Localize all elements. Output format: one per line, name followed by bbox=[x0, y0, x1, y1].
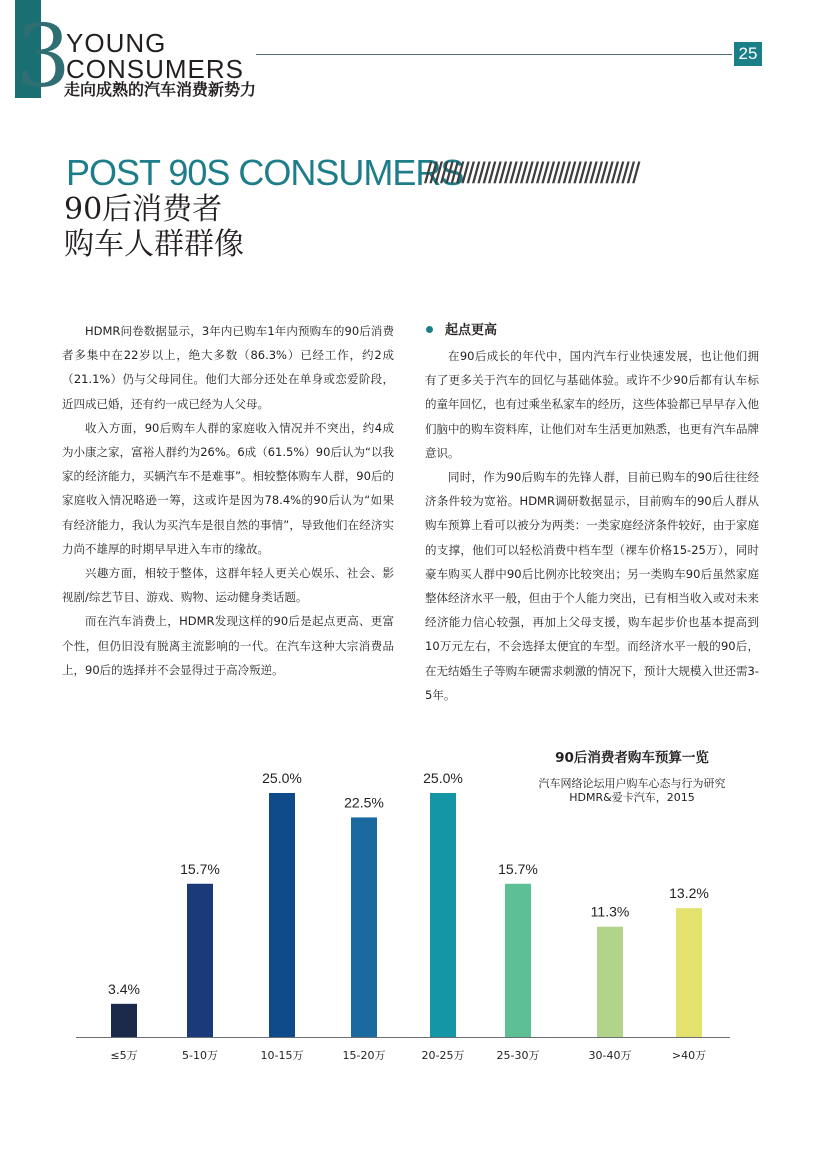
x-tick-label: >40万 bbox=[671, 1049, 707, 1062]
chinese-title-line1: 90后消费者 bbox=[64, 192, 223, 227]
series-title-line1: YOUNG bbox=[66, 28, 167, 58]
x-tick-label: 10-15万 bbox=[260, 1049, 304, 1062]
bar-value-label: 13.2% bbox=[669, 885, 709, 902]
right-paragraph: 在90后成长的年代中，国内汽车行业快速发展，也让他们拥有了更多关于汽车的回忆与基础体验。或许不少90后都有认车标的童年回忆，也有过乘坐私家车的经历，这些体验都已早早存入他们脑中的购车资料库，让他们对车生活更加熟悉，也更有汽车品牌意识。 bbox=[425, 349, 759, 460]
x-tick-label: 25-30万 bbox=[496, 1049, 540, 1062]
section-heading-text: 起点更高 bbox=[445, 323, 498, 338]
bar-value-label: 25.0% bbox=[262, 770, 302, 786]
chart-bar bbox=[430, 793, 456, 1037]
bar-value-label: 11.3% bbox=[590, 903, 630, 920]
x-tick-label: 15-20万 bbox=[342, 1049, 386, 1062]
left-paragraph: HDMR问卷数据显示，3年内已购车1年内预购车的90后消费者多集中在22岁以上，绝大多数（86.3%）已经工作，约2成（21.1%）仍与父母同住。他们大部分还处在单身或恋爱阶段，近四成已婚，还有约一成已经为人父母。 bbox=[62, 324, 394, 411]
bar-value-label: 22.5% bbox=[344, 794, 384, 811]
chart-bar bbox=[505, 884, 531, 1037]
chinese-title-line2: 购车人群群像 bbox=[64, 227, 244, 262]
bar-value-label: 25.0% bbox=[423, 770, 463, 786]
bar-value-label: 15.7% bbox=[180, 860, 220, 877]
left-paragraph: 兴趣方面，相较于整体，这群年轻人更关心娱乐、社会、影视剧/综艺节目、游戏、购物、运动健身类话题。 bbox=[62, 566, 394, 605]
chart-source-line1: 汽车网络论坛用户购车心态与行为研究 bbox=[538, 777, 726, 790]
x-tick-label: 20-25万 bbox=[421, 1049, 465, 1062]
series-subtitle: 走向成熟的汽车消费新势力 bbox=[64, 80, 257, 99]
chart-bar bbox=[111, 1004, 137, 1037]
chart-bar bbox=[187, 884, 213, 1037]
chart-bar bbox=[351, 817, 377, 1037]
title-slash-decoration: //////////////////////////////////////// bbox=[424, 157, 638, 190]
x-tick-label: ≤5万 bbox=[110, 1049, 138, 1062]
series-title-line2: CONSUMERS bbox=[66, 54, 245, 84]
chart-bar bbox=[269, 793, 295, 1037]
right-paragraph: 同时，作为90后购车的先锋人群，目前已购车的90后往往经济条件较为宽裕。HDMR调研数据显示，目前购车的90后人群从购车预算上看可以被分为两类：一类家庭经济条件较好，由于家庭的支撑，他们可以轻松消费中档车型（裸车价格15-25万），同时豪车购买人群中90后比例亦比较突出；另一类购车90后虽然家庭整体经济水平一般，但由于个人能力突出，已有相当收入或对未来经济能力信心较强，再加上父母支援，购车起步价也基本提高到10万元左右，不会选择太便宜的车型。而经济水平一般的90后，在无结婚生子等购车硬需求刺激的情况下，预计大规模入世还需3-5年。 bbox=[425, 470, 759, 702]
chart-bar bbox=[597, 927, 623, 1037]
left-paragraph: 收入方面，90后购车人群的家庭收入情况并不突出，约4成为小康之家，富裕人群约为26%。6成（61.5%）90后认为“以我家的经济能力，买辆汽车不是难事”。相较整体购车人群，90后的家庭收入情况略逊一筹，这或许是因为78.4%的90后认为“如果有经济能力，我认为买汽车是很自然的事情”，导致他们在经济实力尚不雄厚的时期早早进入车市的缘故。 bbox=[62, 420, 394, 556]
bar-value-label: 15.7% bbox=[498, 860, 538, 877]
bar-value-label: 3.4% bbox=[108, 980, 140, 997]
chart-title: 90后消费者购车预算一览 bbox=[555, 750, 709, 766]
english-title: POST 90S CONSUMERS bbox=[66, 152, 464, 193]
x-tick-label: 30-40万 bbox=[588, 1049, 632, 1062]
page-number: 25 bbox=[734, 42, 762, 66]
left-paragraph: 而在汽车消费上，HDMR发现这样的90后是起点更高、更富个性，但仍旧没有脱离主流影响的一代。在汽车这种大宗消费品上，90后的选择并不会显得过于高冷叛逆。 bbox=[62, 614, 394, 677]
x-tick-label: 5-10万 bbox=[182, 1049, 218, 1062]
chart-bar bbox=[676, 908, 702, 1037]
chart-source-line2: HDMR&爱卡汽车，2015 bbox=[569, 791, 695, 804]
chapter-number: 3 bbox=[16, 7, 69, 107]
